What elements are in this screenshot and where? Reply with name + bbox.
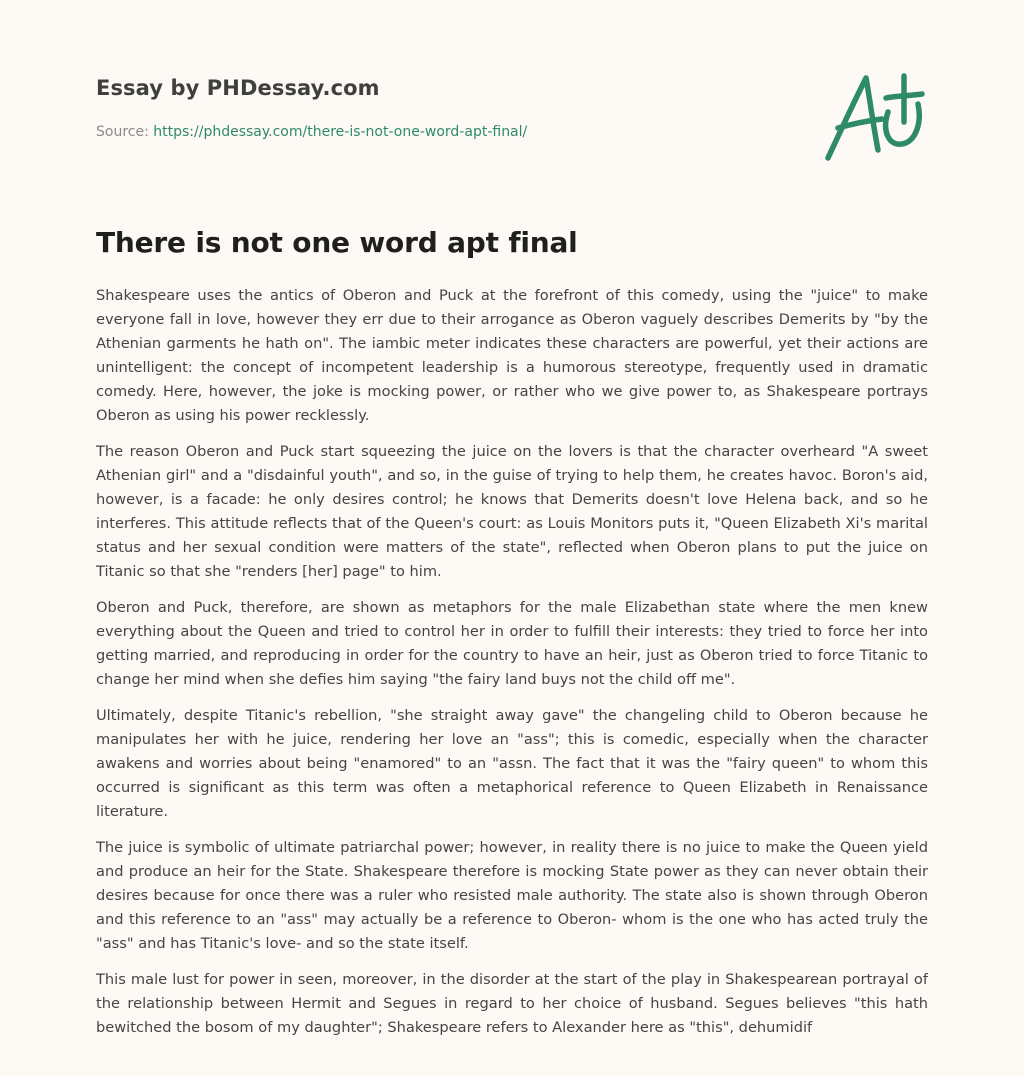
- essay-paragraph: Shakespeare uses the antics of Oberon and Puck at the forefront of this comedy, using the "juice" to make everyone fall in love, however they err due to their arrogance as Oberon vaguely describes Demerits by "by the Athenian garments he hath on". The iambic meter indicates these characters are powerful, yet their actions are unintelligent: the concept of incompetent leadership is a humorous stereotype, frequently used in dramatic comedy. Here, however, the joke is mocking power, or rather who we give power to, as Shakespeare portrays Oberon as using his power recklessly.: [96, 287, 928, 424]
- a-plus-logo-icon: [818, 66, 930, 166]
- essay-paragraph: Ultimately, despite Titanic's rebellion, "she straight away gave" the changeling child to Oberon because he manipulates her with he juice, rendering her love an "ass"; this is comedic, especially when the character awakens and worries about being "enamored" to an "assn. The fact that it was the "fairy queen" to whom this occurred is significant as this term was often a metaphorical reference to Queen Elizabeth in Renaissance literature.: [96, 707, 928, 820]
- site-title: Essay by PHDessay.com: [96, 76, 380, 100]
- essay-paragraph: The reason Oberon and Puck start squeezing the juice on the lovers is that the character overheard "A sweet Athenian girl" and a "disdainful youth", and so, in the guise of trying to help them, he creates havoc. Boron's aid, however, is a facade: he only desires control; he knows that Demerits doesn't love Helena back, and so he interferes. This attitude reflects that of the Queen's court: as Louis Monitors puts it, "Queen Elizabeth Xi's marital status and her sexual condition were matters of the state", reflected when Oberon plans to put the juice on Titanic so that she "renders [her] page" to him.: [96, 443, 928, 580]
- source-link[interactable]: https://phdessay.com/there-is-not-one-word-apt-final/: [153, 124, 528, 140]
- source-label: Source:: [96, 124, 154, 140]
- essay-title: There is not one word apt final: [96, 226, 578, 259]
- essay-body: [96, 284, 928, 1076]
- essay-paragraph: This male lust for power in seen, moreover, in the disorder at the start of the play in Shakespearean portrayal of the relationship between Hermit and Segues in regard to her choice of husband. Segues believes "this hath bewitched the bosom of my daughter"; Shakespeare refers to Alexander here as "this", dehumidif: [96, 971, 928, 1036]
- essay-paragraph: The juice is symbolic of ultimate patriarchal power; however, in reality there is no juice to make the Queen yield and produce an heir for the State. Shakespeare therefore is mocking State power as they can never obtain their desires because for once there was a ruler who resisted male authority. The state also is shown through Oberon and this reference to an "ass" may actually be a reference to Oberon- whom is the one who has acted truly the "ass" and has Titanic's love- and so the state itself.: [96, 839, 928, 952]
- source-line: [96, 124, 527, 140]
- essay-paragraph: Oberon and Puck, therefore, are shown as metaphors for the male Elizabethan state where the men knew everything about the Queen and tried to control her in order to fulfill their interests: they tried to force her into getting married, and reproducing in order for the country to have an heir, just as Oberon tried to force Titanic to change her mind when she defies him saying "the fairy land buys not the child off me".: [96, 599, 928, 688]
